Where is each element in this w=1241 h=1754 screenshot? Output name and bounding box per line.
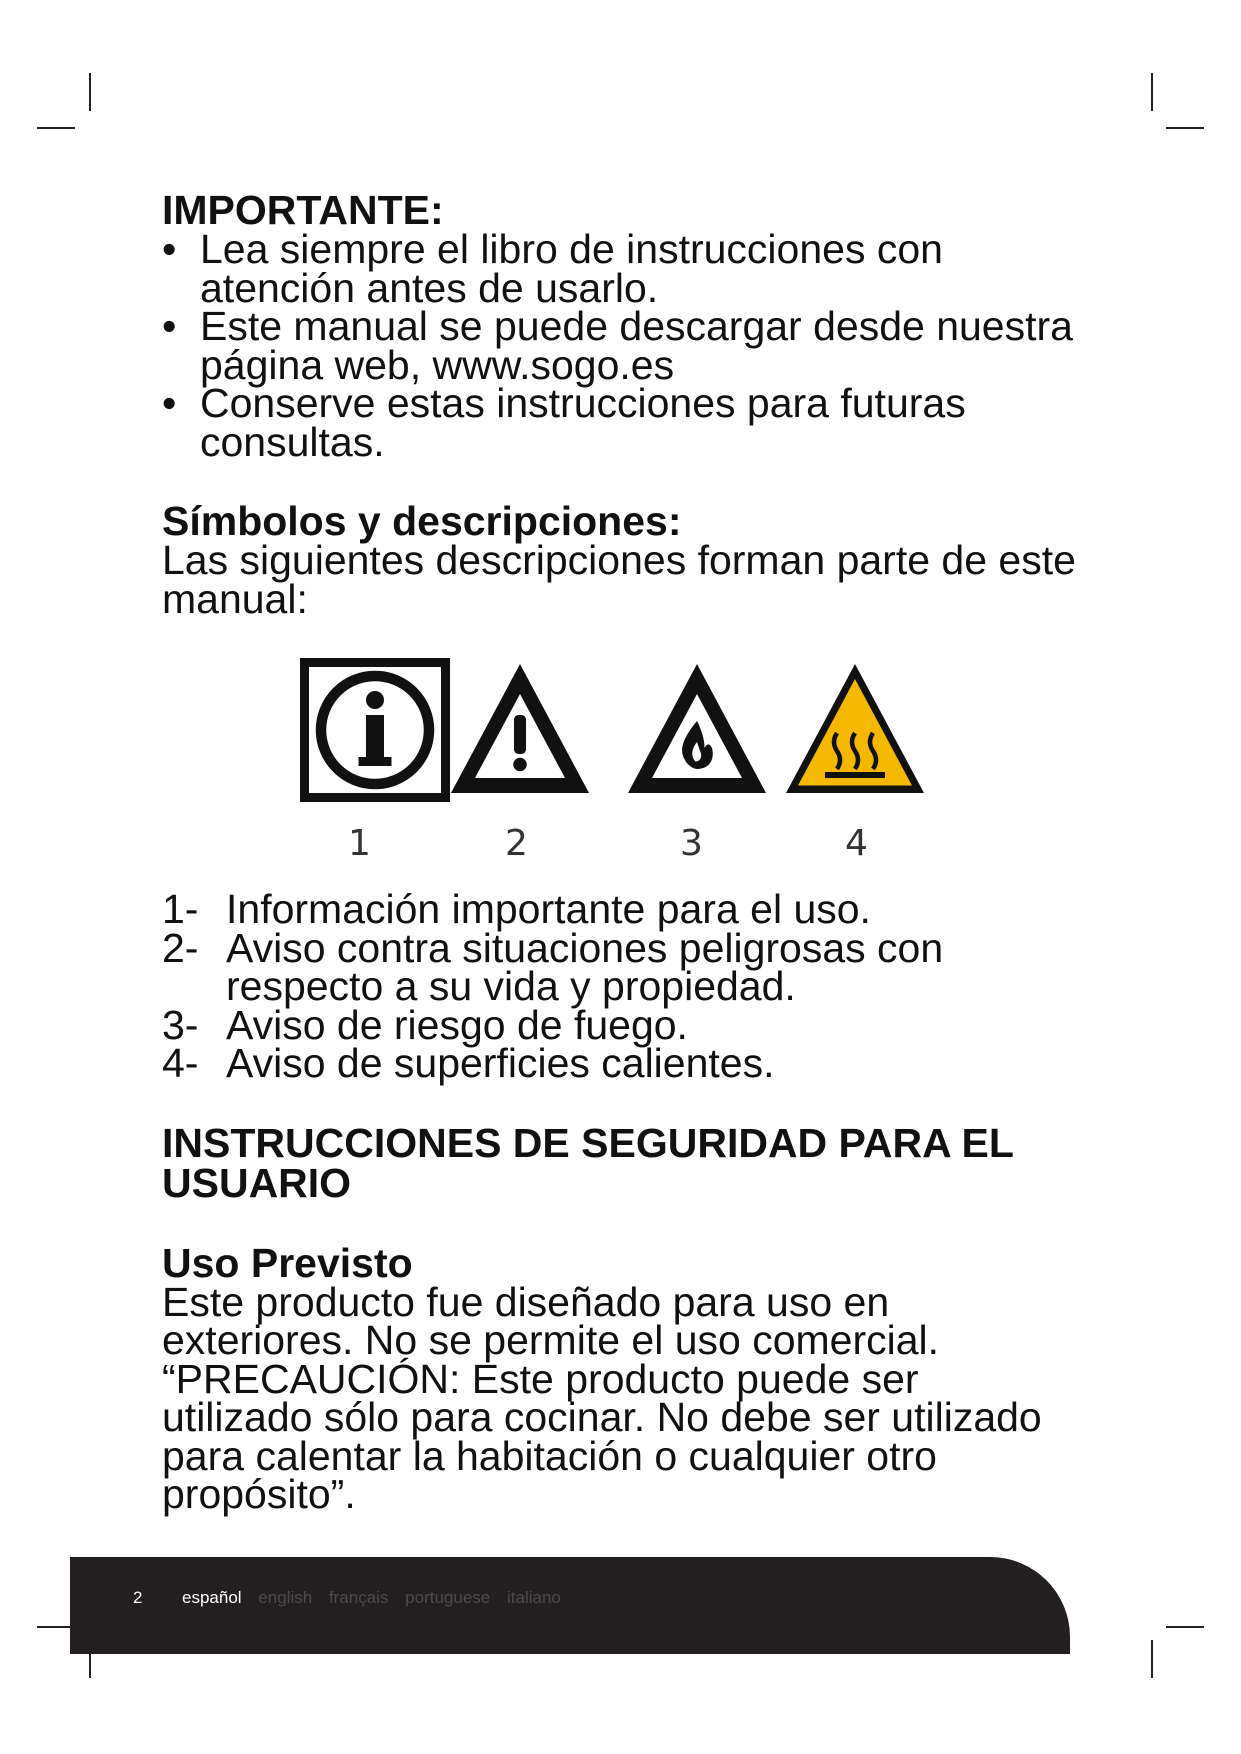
language-tab-espanol[interactable]: español (182, 1588, 242, 1607)
item-number: 2- (162, 924, 199, 971)
footer-bar (70, 1557, 1070, 1654)
item-number: 1- (162, 886, 199, 932)
item-text: Aviso de superficies calientes. (226, 1040, 775, 1086)
hot-surface-icon (780, 655, 930, 805)
important-list (162, 226, 1092, 465)
language-tab-italiano[interactable]: italiano (506, 1588, 561, 1607)
crop-mark (1151, 1640, 1153, 1678)
intended-use-heading: Uso Previsto (162, 1239, 413, 1286)
intended-use-text: Este producto fue diseñado para uso en exteriores. No se permite el uso comercial. “PRECAUCIÓN: Este producto puede ser utilizado sólo para cocinar. No debe ser utilizado para calentar la habitación o cualquier otro propósito”. (162, 1278, 1042, 1517)
item-text: Información importante para el uso. (226, 886, 871, 932)
language-tab-francais[interactable]: français (328, 1588, 389, 1607)
symbols-descriptions (162, 886, 1092, 1086)
important-heading: IMPORTANTE: (162, 187, 444, 233)
symbols-heading: Símbolos y descripciones: (162, 498, 682, 544)
list-item: • Conserve estas instrucciones para futuras consultas. (162, 384, 1092, 461)
safety-heading: INSTRUCCIONES DE SEGURIDAD PARA EL USUARIO (162, 1119, 1014, 1206)
item-number: 3- (162, 1001, 199, 1048)
list-item (162, 1040, 1092, 1086)
crop-mark (37, 127, 75, 129)
item-text: Aviso de riesgo de fuego. (226, 1001, 688, 1048)
info-icon (300, 655, 450, 805)
language-tabs (182, 1588, 573, 1608)
list-item (162, 924, 1092, 1009)
symbols-row (300, 655, 950, 885)
page-number: 2 (133, 1588, 143, 1607)
symbol-number: 2 (505, 823, 528, 864)
symbol-number: 4 (845, 823, 868, 864)
list-item: • Este manual se puede descargar desde nuestra página web, www.sogo.es (162, 307, 1092, 384)
item-text: Aviso contra situaciones peligrosas con respecto a su vida y propiedad. (226, 924, 944, 1009)
crop-mark (1166, 1626, 1204, 1628)
list-item (162, 1001, 1092, 1048)
symbols-intro: Las siguientes descripciones forman parte de este manual: (162, 537, 1076, 622)
language-tab-portuguese[interactable]: portuguese (405, 1588, 491, 1607)
crop-mark (1166, 127, 1204, 129)
crop-mark (1151, 73, 1153, 111)
warning-triangle-icon (445, 655, 595, 805)
item-number: 4- (162, 1040, 199, 1086)
fire-warning-icon (622, 655, 772, 805)
crop-mark (89, 73, 91, 111)
list-item: • Lea siempre el libro de instrucciones con atención antes de usarlo. (162, 230, 1092, 307)
symbol-number: 1 (348, 823, 371, 864)
language-tab-english[interactable]: english (258, 1588, 313, 1607)
list-item (162, 886, 1092, 932)
symbol-number: 3 (680, 823, 703, 864)
